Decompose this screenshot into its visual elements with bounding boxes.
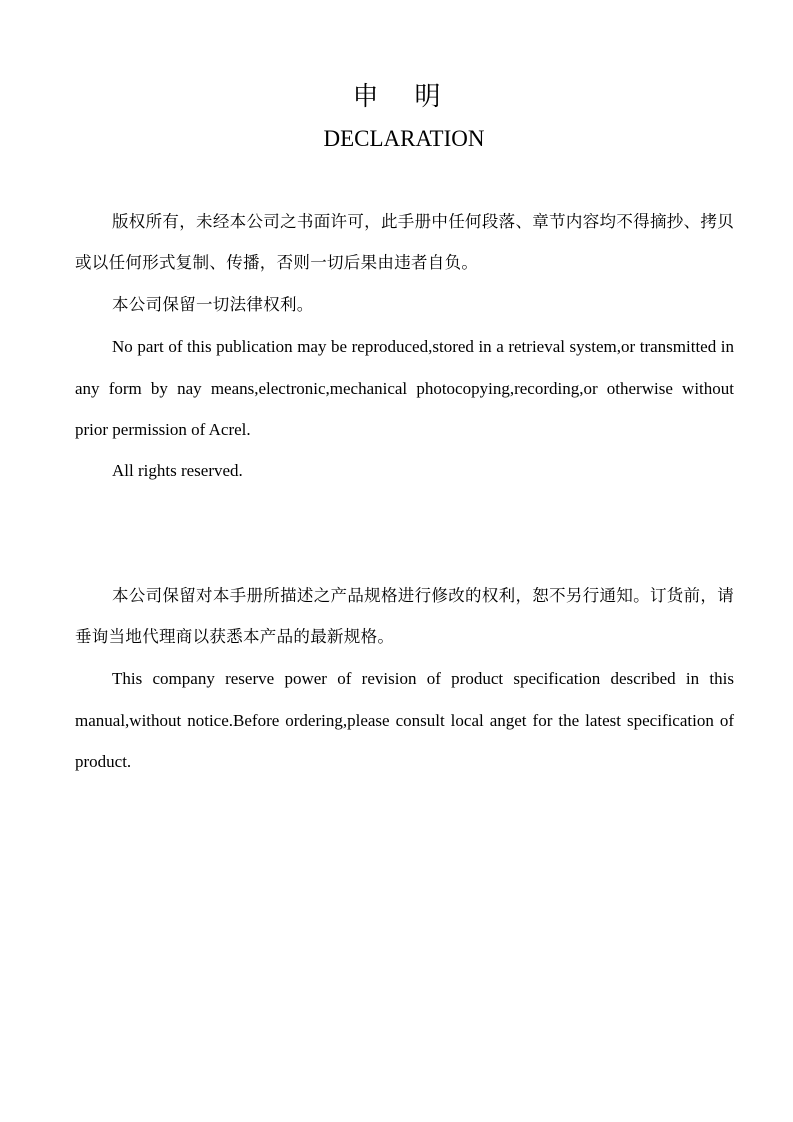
rights-statement-chinese: 本公司保留一切法律权利。	[112, 295, 314, 314]
revision-notice-chinese: 本公司保留对本手册所描述之产品规格进行修改的权利，恕不另行通知。订货前，请垂询当地代理商以获悉本产品的最新规格。	[75, 586, 734, 646]
page-title-chinese: 申明	[352, 82, 477, 112]
revision-notice-english: This company reserve power of revision of product specification described in this manual,without notice.Before ordering,please consult local anget for the latest specification of product.	[75, 669, 734, 771]
copyright-paragraph-chinese: 版权所有，未经本公司之书面许可，此手册中任何段落、章节内容均不得摘抄、拷贝或以任何形式复制、传播，否则一切后果由违者自负。	[75, 212, 734, 272]
page-title-english: DECLARATION	[323, 126, 485, 151]
copyright-paragraph-english: No part of this publication may be reproduced,stored in a retrieval system,or transmitted in any form by nay means,electronic,mechanical photocopying,recording,or otherwise without prior permission of Acrel.	[75, 337, 734, 439]
rights-statement-english: All rights reserved.	[112, 461, 243, 480]
